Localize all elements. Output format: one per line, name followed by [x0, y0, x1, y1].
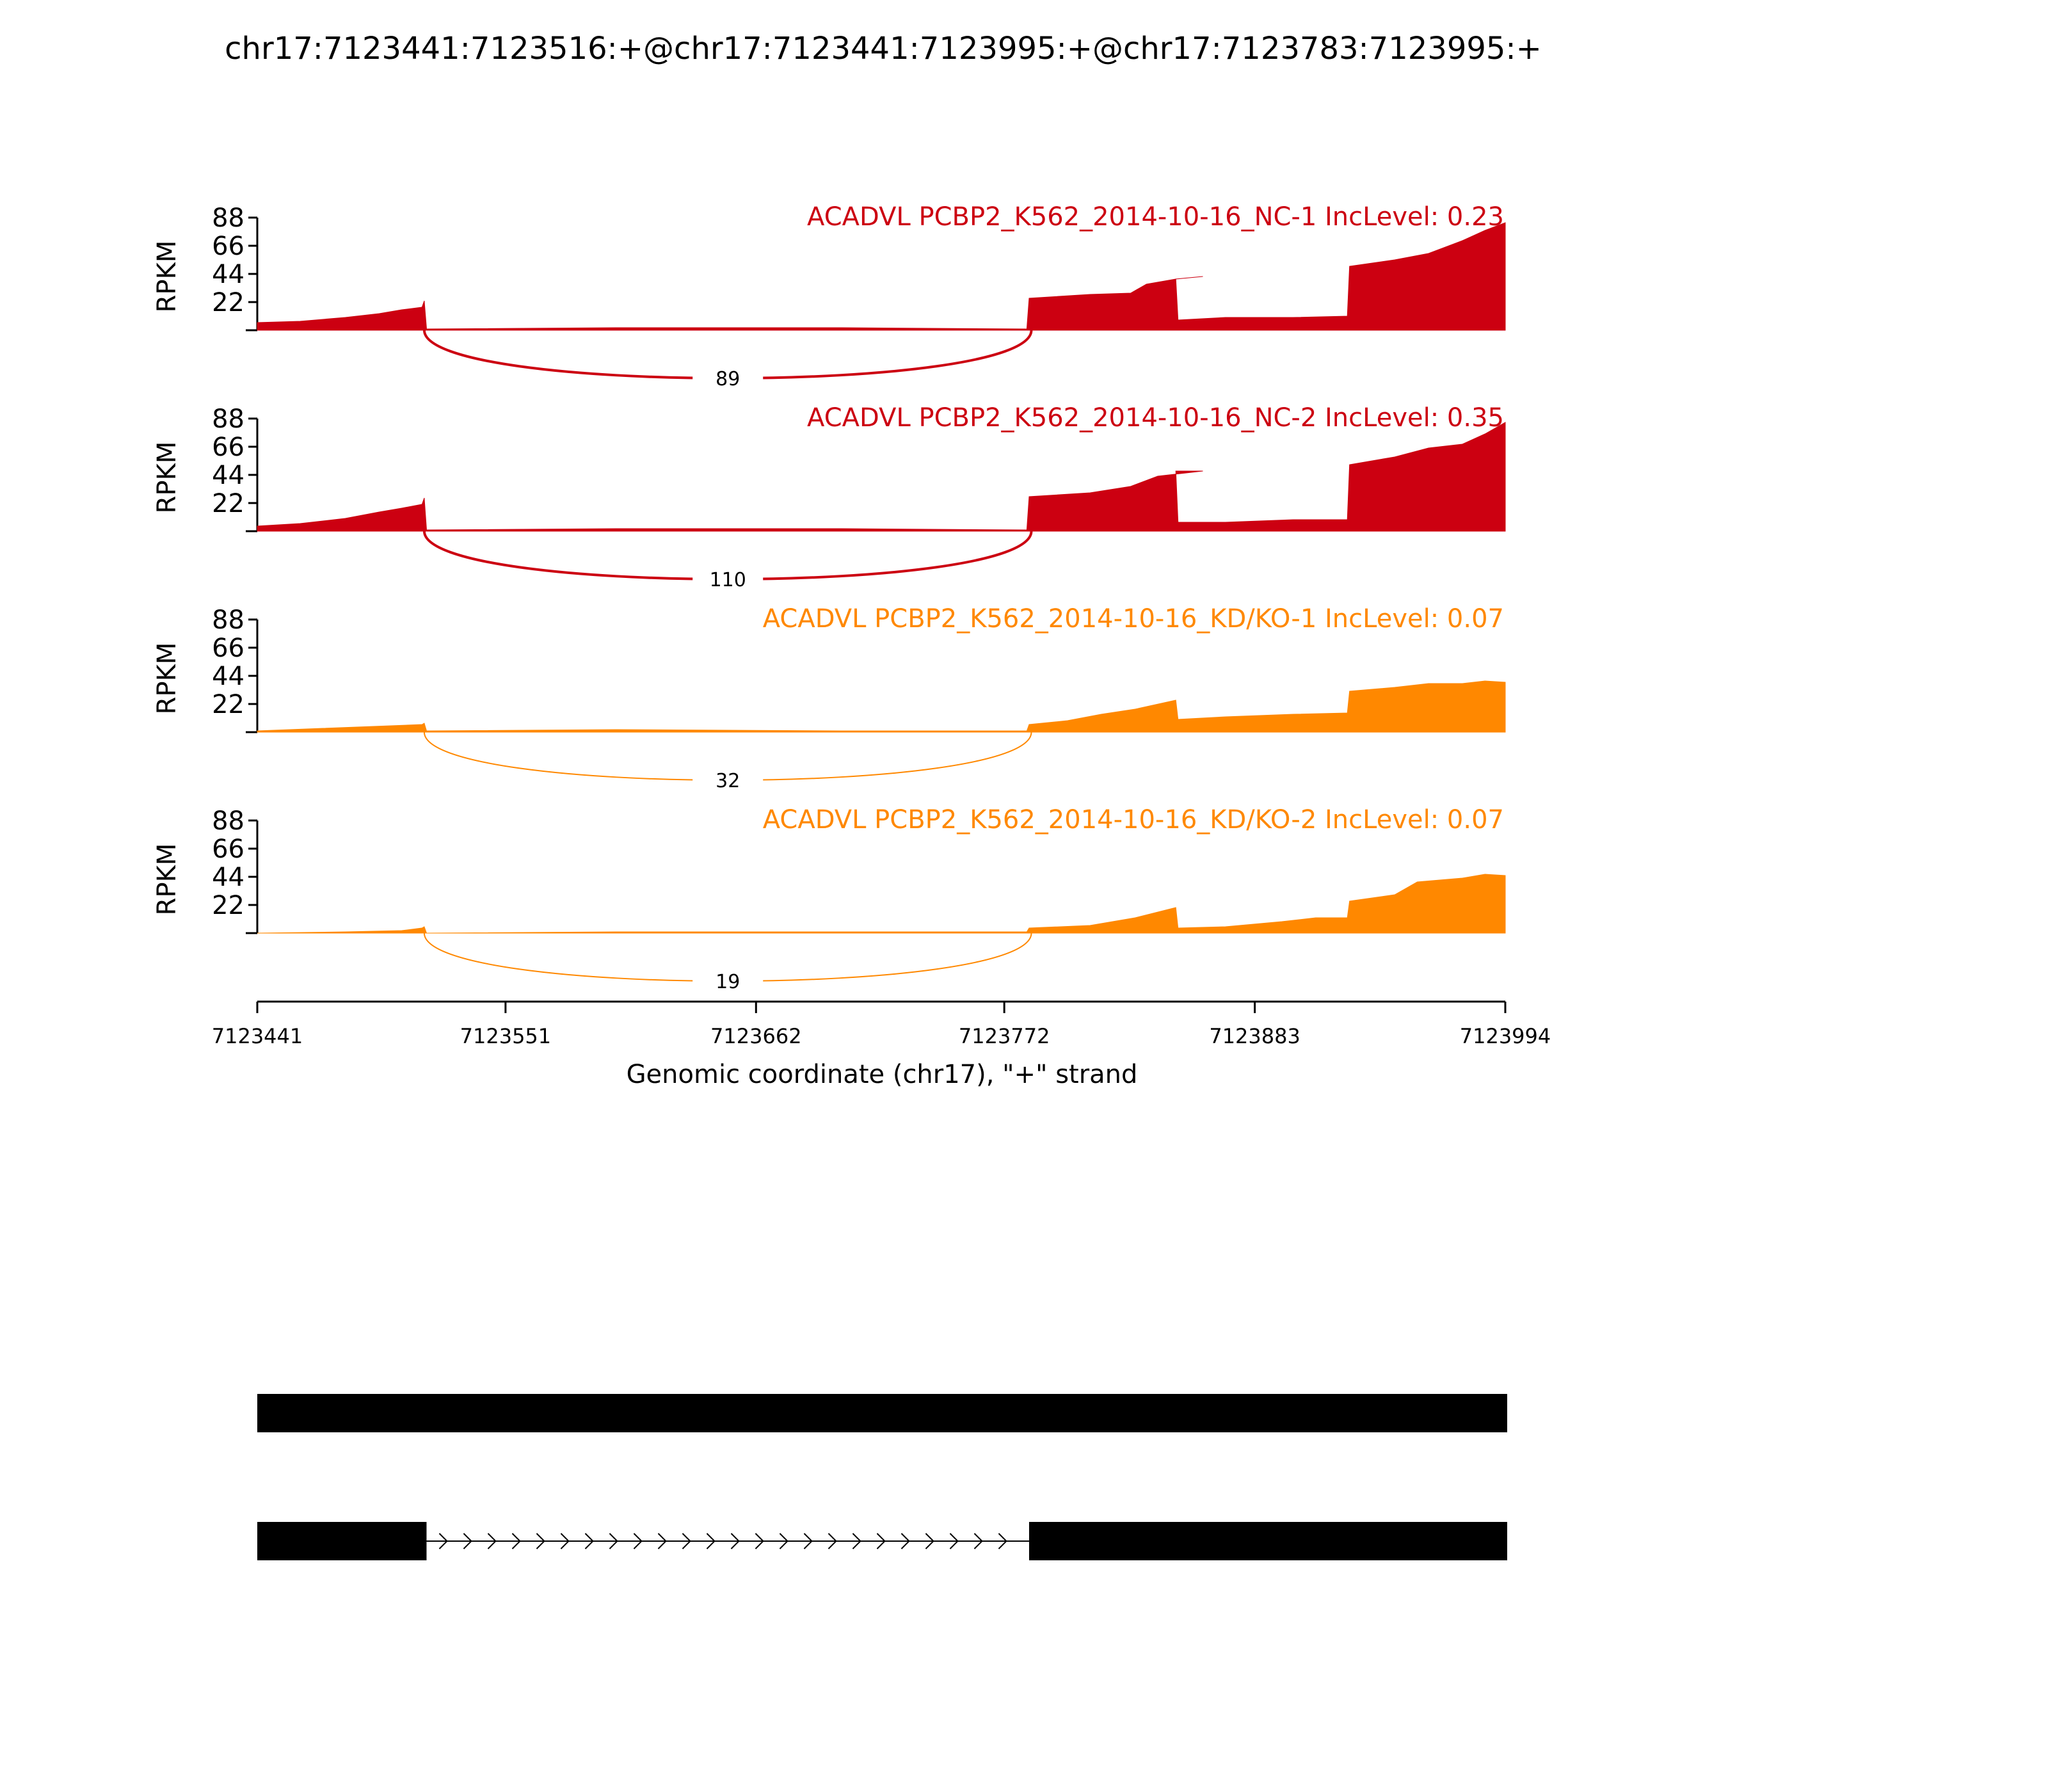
y-axis-label: RPKM	[152, 441, 182, 514]
series-label: ACADVL PCBP2_K562_2014-10-16_NC-1 IncLevel: 0.23	[807, 202, 1504, 232]
coverage-area	[257, 422, 1505, 531]
y-tick-label: 44	[212, 863, 244, 892]
exon-block	[1029, 1522, 1507, 1560]
coverage-panels	[152, 202, 1505, 993]
junction-count: 89	[716, 368, 740, 390]
gene-model	[257, 1522, 1507, 1560]
x-tick-label: 7123994	[1459, 1024, 1551, 1048]
y-tick-label: 22	[212, 288, 244, 317]
y-tick-label: 44	[212, 662, 244, 691]
coverage-area	[257, 874, 1505, 933]
gene-model	[257, 1394, 1507, 1432]
y-tick-label: 66	[212, 835, 244, 864]
x-tick-label: 7123772	[958, 1024, 1050, 1048]
x-tick-label: 7123662	[710, 1024, 802, 1048]
gene-models	[257, 1394, 1507, 1560]
y-tick-label: 66	[212, 232, 244, 261]
x-tick-label: 7123551	[460, 1024, 552, 1048]
x-axis-label: Genomic coordinate (chr17), "+" strand	[626, 1060, 1138, 1089]
y-tick-label: 22	[212, 690, 244, 719]
y-tick-label: 44	[212, 461, 244, 490]
y-tick-label: 88	[212, 204, 244, 233]
series-label: ACADVL PCBP2_K562_2014-10-16_KD/KO-2 IncLevel: 0.07	[762, 805, 1504, 835]
exon-block	[257, 1394, 1507, 1432]
coverage-panel	[152, 805, 1505, 993]
y-tick-label: 88	[212, 404, 244, 434]
x-tick-label: 7123441	[211, 1024, 303, 1048]
y-tick-label: 66	[212, 634, 244, 663]
y-tick-label: 44	[212, 260, 244, 289]
coverage-area	[257, 223, 1505, 330]
y-axis-label: RPKM	[152, 843, 182, 916]
series-label: ACADVL PCBP2_K562_2014-10-16_NC-2 IncLevel: 0.35	[807, 403, 1504, 433]
coverage-panel	[152, 403, 1505, 591]
y-axis-label: RPKM	[152, 240, 182, 313]
coverage-area	[257, 681, 1505, 732]
y-tick-label: 22	[212, 891, 244, 920]
junction-count: 19	[716, 971, 740, 993]
y-tick-label: 66	[212, 433, 244, 462]
coverage-panel	[152, 202, 1505, 390]
chart-title: chr17:7123441:7123516:+@chr17:7123441:7123995:+@chr17:7123783:7123995:+	[225, 31, 1542, 67]
junction-count: 32	[716, 770, 740, 792]
junction-count: 110	[709, 569, 746, 591]
y-tick-label: 88	[212, 605, 244, 635]
exon-block	[257, 1522, 426, 1560]
x-tick-label: 7123883	[1209, 1024, 1300, 1048]
y-tick-label: 22	[212, 489, 244, 518]
y-axis-label: RPKM	[152, 642, 182, 715]
x-axis	[212, 1002, 1551, 1048]
series-label: ACADVL PCBP2_K562_2014-10-16_KD/KO-1 IncLevel: 0.07	[762, 604, 1504, 634]
y-tick-label: 88	[212, 806, 244, 836]
coverage-panel	[152, 604, 1505, 792]
